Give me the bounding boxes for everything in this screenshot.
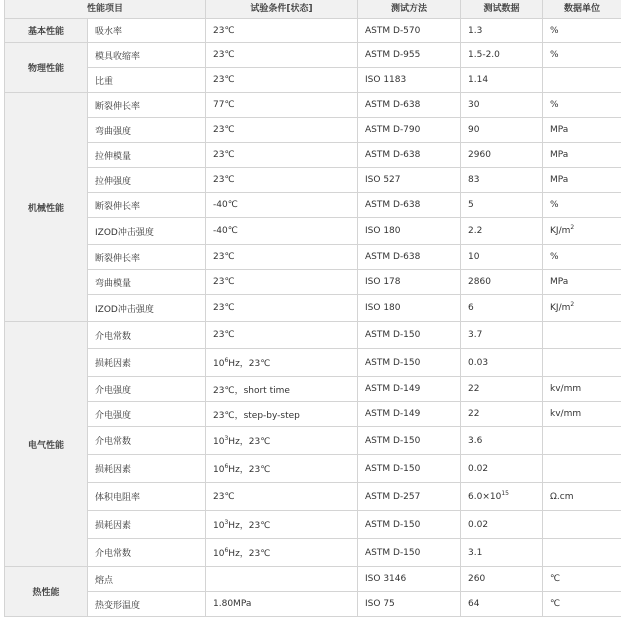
table-row (5, 483, 621, 511)
item-cell: 拉伸模量 (88, 143, 206, 168)
condition-cell (206, 511, 358, 539)
item-cell: IZOD冲击强度 (88, 295, 206, 322)
table-row (5, 511, 621, 539)
item-cell: 弯曲强度 (88, 118, 206, 143)
table-row (5, 349, 621, 377)
item-cell: 体积电阻率 (88, 483, 206, 511)
table-row (5, 93, 621, 118)
method-cell: ASTM D-150 (358, 511, 461, 539)
unit-cell: ℃ (543, 567, 621, 592)
superscript: 3 (224, 435, 229, 442)
superscript: 6 (224, 463, 229, 470)
item-cell: 断裂伸长率 (88, 193, 206, 218)
item-cell: 断裂伸长率 (88, 245, 206, 270)
condition-rest: Hz，23℃ (228, 437, 271, 447)
value-cell: 2860 (461, 270, 543, 295)
item-cell: 介电强度 (88, 377, 206, 402)
method-cell: ASTM D-257 (358, 483, 461, 511)
condition-cell: 23℃，step-by-step (206, 402, 358, 427)
condition-cell: 23℃ (206, 483, 358, 511)
unit-cell (543, 68, 621, 93)
value-cell: 6 (461, 295, 543, 322)
unit-cell: MPa (543, 168, 621, 193)
unit-cell: kv/mm (543, 377, 621, 402)
category-electrical: 电气性能 (5, 322, 88, 567)
condition-base: 10 (213, 549, 225, 559)
condition-cell (206, 427, 358, 455)
superscript: 6 (224, 357, 229, 364)
condition-cell: -40℃ (206, 193, 358, 218)
method-cell: ASTM D-149 (358, 402, 461, 427)
method-cell: ISO 1183 (358, 68, 461, 93)
unit-cell: kv/mm (543, 402, 621, 427)
method-cell: ASTM D-638 (358, 245, 461, 270)
method-cell: ISO 527 (358, 168, 461, 193)
value-cell: 3.6 (461, 427, 543, 455)
condition-cell (206, 539, 358, 567)
header-condition: 试验条件[状态] (206, 0, 358, 19)
condition-cell: 23℃ (206, 295, 358, 322)
condition-rest: Hz，23℃ (228, 549, 271, 559)
method-cell: ASTM D-150 (358, 427, 461, 455)
method-cell: ASTM D-790 (358, 118, 461, 143)
condition-cell: 77℃ (206, 93, 358, 118)
item-cell: 损耗因素 (88, 349, 206, 377)
unit-text: KJ/m (550, 226, 571, 236)
value-cell: 0.02 (461, 455, 543, 483)
superscript: 3 (224, 519, 229, 526)
table-row (5, 592, 621, 617)
unit-cell: % (543, 19, 621, 43)
value-cell: 5 (461, 193, 543, 218)
unit-cell: ℃ (543, 592, 621, 617)
condition-cell: 1.80MPa (206, 592, 358, 617)
value-cell: 1.3 (461, 19, 543, 43)
category-mechanical: 机械性能 (5, 93, 88, 322)
unit-cell (543, 295, 621, 322)
table-row (5, 377, 621, 402)
method-cell: ASTM D-150 (358, 322, 461, 349)
value-cell: 0.02 (461, 511, 543, 539)
table-row (5, 193, 621, 218)
category-thermal: 热性能 (5, 567, 88, 617)
item-cell: 介电常数 (88, 322, 206, 349)
header-unit: 数据单位 (543, 0, 621, 19)
condition-cell: 23℃ (206, 118, 358, 143)
unit-cell: MPa (543, 118, 621, 143)
method-cell: ASTM D-570 (358, 19, 461, 43)
item-cell: 弯曲模量 (88, 270, 206, 295)
header-property: 性能项目 (5, 0, 206, 19)
value-cell: 30 (461, 93, 543, 118)
unit-cell (543, 511, 621, 539)
table-row (5, 245, 621, 270)
header-value: 测试数据 (461, 0, 543, 19)
item-cell: 损耗因素 (88, 455, 206, 483)
method-cell: ASTM D-638 (358, 143, 461, 168)
value-cell: 0.03 (461, 349, 543, 377)
superscript: 2 (570, 224, 575, 231)
value-cell: 2960 (461, 143, 543, 168)
value-cell: 1.5-2.0 (461, 43, 543, 68)
item-cell: 比重 (88, 68, 206, 93)
item-cell: 介电强度 (88, 402, 206, 427)
table-row (5, 19, 621, 43)
table-row (5, 455, 621, 483)
method-cell: ASTM D-638 (358, 193, 461, 218)
table-row (5, 218, 621, 245)
value-cell: 22 (461, 402, 543, 427)
value-cell: 64 (461, 592, 543, 617)
value-cell: 3.1 (461, 539, 543, 567)
category-basic: 基本性能 (5, 19, 88, 43)
item-cell: 损耗因素 (88, 511, 206, 539)
condition-base: 10 (213, 521, 225, 531)
table-row (5, 143, 621, 168)
properties-table (4, 0, 621, 617)
unit-cell (543, 322, 621, 349)
superscript: 6 (224, 547, 229, 554)
value-cell: 22 (461, 377, 543, 402)
table-row (5, 295, 621, 322)
condition-rest: Hz，23℃ (228, 465, 271, 475)
condition-cell: 23℃ (206, 19, 358, 43)
table-row (5, 322, 621, 349)
item-cell: IZOD冲击强度 (88, 218, 206, 245)
condition-base: 10 (213, 359, 225, 369)
value-cell: 2.2 (461, 218, 543, 245)
unit-cell: % (543, 43, 621, 68)
method-cell: ISO 75 (358, 592, 461, 617)
condition-cell: 23℃ (206, 143, 358, 168)
value-cell: 10 (461, 245, 543, 270)
condition-cell: 23℃ (206, 68, 358, 93)
table-row (5, 118, 621, 143)
unit-cell (543, 455, 621, 483)
condition-base: 10 (213, 465, 225, 475)
unit-cell (543, 427, 621, 455)
value-cell: 260 (461, 567, 543, 592)
value-base: 6.0×10 (468, 491, 502, 502)
condition-cell: 23℃ (206, 245, 358, 270)
value-cell: 3.7 (461, 322, 543, 349)
method-cell: ASTM D-150 (358, 539, 461, 567)
condition-base: 10 (213, 437, 225, 447)
condition-cell: 23℃，short time (206, 377, 358, 402)
unit-cell (543, 539, 621, 567)
method-cell: ASTM D-955 (358, 43, 461, 68)
condition-cell: 23℃ (206, 43, 358, 68)
method-cell: ASTM D-638 (358, 93, 461, 118)
condition-rest: Hz，23℃ (228, 521, 271, 531)
method-cell: ASTM D-150 (358, 455, 461, 483)
value-cell: 90 (461, 118, 543, 143)
header-method: 测试方法 (358, 0, 461, 19)
unit-cell: Ω.cm (543, 483, 621, 511)
item-cell: 拉伸强度 (88, 168, 206, 193)
unit-cell (543, 218, 621, 245)
condition-cell: 23℃ (206, 270, 358, 295)
condition-cell (206, 455, 358, 483)
method-cell: ISO 178 (358, 270, 461, 295)
table-row (5, 43, 621, 68)
table-row (5, 539, 621, 567)
table-row (5, 567, 621, 592)
item-cell: 介电常数 (88, 539, 206, 567)
condition-cell: 23℃ (206, 322, 358, 349)
table-row (5, 427, 621, 455)
item-cell: 热变形温度 (88, 592, 206, 617)
method-cell: ISO 180 (358, 295, 461, 322)
condition-rest: Hz，23℃ (228, 359, 271, 369)
table-row (5, 168, 621, 193)
unit-cell: MPa (543, 143, 621, 168)
superscript: 2 (570, 301, 575, 308)
condition-cell (206, 567, 358, 592)
superscript: 15 (501, 489, 509, 497)
method-cell: ISO 180 (358, 218, 461, 245)
value-cell (461, 483, 543, 511)
unit-cell (543, 349, 621, 377)
condition-cell: -40℃ (206, 218, 358, 245)
table-row (5, 68, 621, 93)
item-cell: 断裂伸长率 (88, 93, 206, 118)
item-cell: 熔点 (88, 567, 206, 592)
method-cell: ASTM D-149 (358, 377, 461, 402)
unit-cell: % (543, 245, 621, 270)
value-cell: 83 (461, 168, 543, 193)
table-row (5, 402, 621, 427)
method-cell: ISO 3146 (358, 567, 461, 592)
condition-cell (206, 349, 358, 377)
value-cell: 1.14 (461, 68, 543, 93)
unit-cell: % (543, 193, 621, 218)
item-cell: 介电常数 (88, 427, 206, 455)
category-physical: 物理性能 (5, 43, 88, 93)
method-cell: ASTM D-150 (358, 349, 461, 377)
unit-cell: % (543, 93, 621, 118)
unit-text: KJ/m (550, 303, 571, 313)
condition-cell: 23℃ (206, 168, 358, 193)
table-row (5, 270, 621, 295)
unit-cell: MPa (543, 270, 621, 295)
item-cell: 模具收缩率 (88, 43, 206, 68)
header-row (5, 0, 621, 19)
item-cell: 吸水率 (88, 19, 206, 43)
